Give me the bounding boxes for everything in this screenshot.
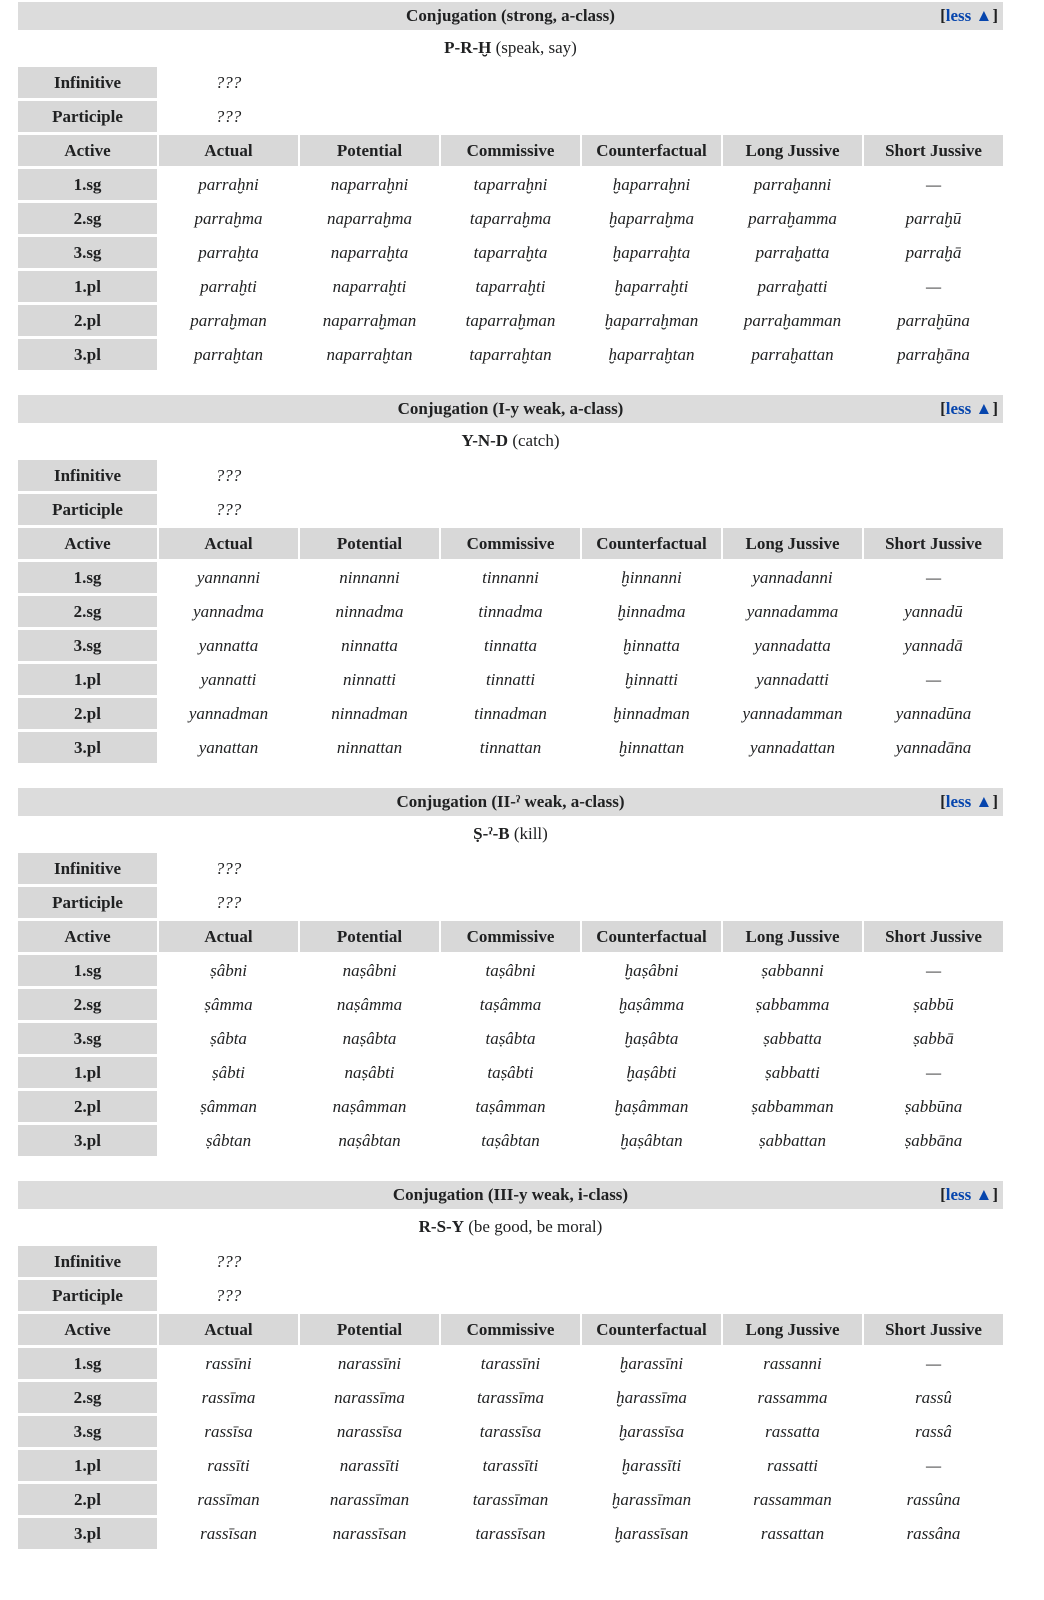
verb-form-cell: parraḫni xyxy=(198,175,259,194)
verb-form-cell: parraḫattan xyxy=(751,345,834,364)
verb-form-cell: yannadattan xyxy=(750,738,835,757)
infinitive-value: ??? xyxy=(215,859,242,878)
mood-header-potential: Potential xyxy=(300,921,439,952)
verb-form-cell: ḫinnatti xyxy=(625,670,678,689)
verb-form-cell: taparraḫta xyxy=(473,243,548,262)
verb-form-cell: ṣâbti xyxy=(211,1063,246,1082)
verb-form-cell: rassīsan xyxy=(200,1524,257,1543)
mood-header-short-jussive: Short Jussive xyxy=(864,135,1003,166)
mood-header-actual: Actual xyxy=(159,1314,298,1345)
verb-form-cell: ninnadman xyxy=(331,704,408,723)
infinitive-label: Infinitive xyxy=(18,67,157,98)
conjugation-title-bar xyxy=(18,788,1003,816)
verb-form-cell: parraḫti xyxy=(200,277,257,296)
verb-form-cell: rassanni xyxy=(763,1354,822,1373)
collapse-toggle: [less ▲] xyxy=(940,6,998,25)
verb-root: Ṣ-ˀ-B xyxy=(473,824,510,843)
verb-form-cell: tinnattan xyxy=(479,738,542,757)
verb-form-cell: ṣabbamman xyxy=(751,1097,834,1116)
verb-form-cell: ṣabbatti xyxy=(765,1063,820,1082)
participle-label: Participle xyxy=(18,494,157,525)
verb-form-cell: — xyxy=(925,1063,942,1082)
verb-form-cell: ṣâbni xyxy=(210,961,247,980)
person-label: 1.sg xyxy=(18,562,157,593)
verb-form-cell: naparraḫta xyxy=(330,243,409,262)
verb-form-cell: ṣabbū xyxy=(913,995,954,1014)
conjugation-title: Conjugation (I-y weak, a-class) xyxy=(397,399,624,418)
participle-value: ??? xyxy=(215,893,242,912)
less-link[interactable]: less ▲ xyxy=(945,792,993,811)
verb-form-cell: yannadāna xyxy=(895,738,972,757)
verb-form-cell: rassatti xyxy=(766,1456,819,1475)
verb-form-cell: — xyxy=(925,277,942,296)
verb-form-cell: rassatta xyxy=(765,1422,820,1441)
verb-form-cell: naṣâbta xyxy=(342,1029,397,1048)
less-link[interactable]: less ▲ xyxy=(945,6,993,25)
collapse-toggle: [less ▲] xyxy=(940,792,998,811)
verb-form-cell: ninnanni xyxy=(339,568,400,587)
participle-label: Participle xyxy=(18,887,157,918)
verb-form-cell: naṣâbtan xyxy=(338,1131,401,1150)
person-label: 3.sg xyxy=(18,630,157,661)
mood-header-potential: Potential xyxy=(300,135,439,166)
person-label: 1.sg xyxy=(18,955,157,986)
verb-form-cell: parraḫamma xyxy=(748,209,837,228)
person-label: 2.sg xyxy=(18,989,157,1020)
verb-form-cell: yannadūna xyxy=(895,704,972,723)
verb-form-cell: ṣabbanni xyxy=(761,961,824,980)
verb-form-cell: rassûna xyxy=(906,1490,961,1509)
verb-form-cell: ḫaparraḫta xyxy=(612,243,691,262)
verb-form-cell: ṣabbūna xyxy=(904,1097,963,1116)
verb-gloss: (speak, say) xyxy=(495,38,577,57)
conjugation-title-bar xyxy=(18,2,1003,30)
verb-form-cell: naṣâmman xyxy=(332,1097,407,1116)
verb-form-cell: tinnatti xyxy=(485,670,536,689)
mood-header-long-jussive: Long Jussive xyxy=(723,135,862,166)
verb-form-cell: ḫaṣâbni xyxy=(624,961,679,980)
participle-value: ??? xyxy=(215,107,242,126)
verb-form-cell: ninnatti xyxy=(343,670,396,689)
verb-form-cell: ḫinnatta xyxy=(623,636,680,655)
verb-form-cell: rassīma xyxy=(201,1388,256,1407)
verb-form-cell: parraḫatti xyxy=(757,277,828,296)
collapse-toggle: [less ▲] xyxy=(940,1185,998,1204)
infinitive-label: Infinitive xyxy=(18,460,157,491)
verb-form-cell: naparraḫtan xyxy=(326,345,413,364)
verb-form-cell: — xyxy=(925,1456,942,1475)
verb-form-cell: parraḫma xyxy=(194,209,263,228)
conjugation-title-bar xyxy=(18,395,1003,423)
verb-form-cell: parraḫta xyxy=(198,243,259,262)
mood-header-commissive: Commissive xyxy=(441,1314,580,1345)
verb-form-cell: parraḫāna xyxy=(897,345,970,364)
verb-form-cell: tarassīni xyxy=(480,1354,541,1373)
verb-form-cell: rassâna xyxy=(906,1524,961,1543)
verb-form-cell: yannadā xyxy=(904,636,963,655)
verb-form-cell: parraḫtan xyxy=(194,345,263,364)
verb-root-line xyxy=(18,1215,1003,1239)
mood-header-counterfactual: Counterfactual xyxy=(582,1314,721,1345)
verb-form-cell: narassīman xyxy=(329,1490,410,1509)
verb-root-line xyxy=(18,36,1003,60)
verb-form-cell: taṣâbta xyxy=(485,1029,536,1048)
verb-form-cell: taṣâbtan xyxy=(481,1131,540,1150)
verb-form-cell: narassīti xyxy=(339,1456,400,1475)
person-label: 1.pl xyxy=(18,1057,157,1088)
verb-form-cell: yannadma xyxy=(193,602,264,621)
verb-form-cell: narassīsa xyxy=(336,1422,403,1441)
verb-form-cell: ḫarassīsan xyxy=(614,1524,689,1543)
verb-form-cell: naṣâmma xyxy=(336,995,403,1014)
person-label: 3.pl xyxy=(18,732,157,763)
verb-form-cell: taparraḫti xyxy=(475,277,546,296)
verb-form-cell: taṣâbti xyxy=(487,1063,534,1082)
verb-form-cell: taparraḫni xyxy=(473,175,548,194)
verb-form-cell: naparraḫma xyxy=(326,209,412,228)
verb-form-cell: tinnadman xyxy=(474,704,547,723)
verb-form-cell: ḫarassīman xyxy=(611,1490,692,1509)
verb-root: Y-N-D xyxy=(461,431,509,450)
verb-form-cell: parraḫatta xyxy=(755,243,830,262)
verb-form-cell: yannadū xyxy=(904,602,963,621)
verb-form-cell: ḫarassīti xyxy=(621,1456,682,1475)
mood-header-commissive: Commissive xyxy=(441,528,580,559)
mood-header-counterfactual: Counterfactual xyxy=(582,528,721,559)
mood-header-long-jussive: Long Jussive xyxy=(723,1314,862,1345)
verb-form-cell: ṣabbattan xyxy=(758,1131,827,1150)
person-label: 1.sg xyxy=(18,169,157,200)
participle-label: Participle xyxy=(18,101,157,132)
verb-form-cell: ṣâmman xyxy=(200,1097,257,1116)
person-label: 2.sg xyxy=(18,596,157,627)
mood-header-actual: Actual xyxy=(159,528,298,559)
less-link[interactable]: less ▲ xyxy=(945,399,993,418)
verb-root: R-S-Y xyxy=(418,1217,464,1236)
mood-header-actual: Actual xyxy=(159,135,298,166)
verb-form-cell: ḫaparraḫman xyxy=(604,311,699,330)
verb-form-cell: tarassīti xyxy=(482,1456,539,1475)
verb-form-cell: tarassīma xyxy=(476,1388,545,1407)
verb-form-cell: taparraḫtan xyxy=(469,345,552,364)
mood-header-actual: Actual xyxy=(159,921,298,952)
verb-form-cell: tinnadma xyxy=(478,602,543,621)
participle-value: ??? xyxy=(215,500,242,519)
collapse-toggle: [less ▲] xyxy=(940,399,998,418)
verb-root-line xyxy=(18,429,1003,453)
verb-form-cell: ḫarassīsa xyxy=(618,1422,685,1441)
verb-form-cell: parraḫamman xyxy=(743,311,842,330)
person-label: 1.pl xyxy=(18,1450,157,1481)
infinitive-value: ??? xyxy=(215,466,242,485)
mood-header-short-jussive: Short Jussive xyxy=(864,1314,1003,1345)
conjugation-title: Conjugation (II-ˀ weak, a-class) xyxy=(396,792,625,811)
verb-form-cell: ḫarassīni xyxy=(619,1354,684,1373)
verb-form-cell: ṣabbā xyxy=(913,1029,954,1048)
verb-form-cell: parraḫū xyxy=(905,209,962,228)
conjugation-title-bar xyxy=(18,1181,1003,1209)
verb-form-cell: parraḫanni xyxy=(753,175,832,194)
mood-header-long-jussive: Long Jussive xyxy=(723,528,862,559)
person-label: 3.sg xyxy=(18,1416,157,1447)
verb-form-cell: taparraḫman xyxy=(465,311,556,330)
verb-form-cell: ḫaparraḫtan xyxy=(608,345,695,364)
verb-form-cell: yannadatti xyxy=(756,670,829,689)
verb-root-line xyxy=(18,822,1003,846)
person-label: 2.pl xyxy=(18,1484,157,1515)
verb-form-cell: ṣabbamma xyxy=(755,995,830,1014)
participle-value: ??? xyxy=(215,1286,242,1305)
verb-form-cell: yannadman xyxy=(188,704,269,723)
verb-form-cell: tarassīman xyxy=(472,1490,549,1509)
less-link[interactable]: less ▲ xyxy=(945,1185,993,1204)
verb-form-cell: rassâ xyxy=(915,1422,952,1441)
verb-form-cell: ḫaṣâbta xyxy=(624,1029,679,1048)
verb-form-cell: yannadanni xyxy=(752,568,833,587)
verb-form-cell: rassīsa xyxy=(204,1422,253,1441)
verb-form-cell: ḫaparraḫma xyxy=(608,209,694,228)
person-label: 2.pl xyxy=(18,1091,157,1122)
verb-form-cell: narassīsan xyxy=(332,1524,407,1543)
verb-form-cell: naparraḫman xyxy=(322,311,417,330)
person-label: 1.pl xyxy=(18,271,157,302)
verb-form-cell: naṣâbti xyxy=(344,1063,395,1082)
verb-gloss: (catch) xyxy=(512,431,560,450)
verb-form-cell: ḫaṣâbtan xyxy=(620,1131,683,1150)
verb-form-cell: ninnadma xyxy=(335,602,404,621)
verb-form-cell: rassīti xyxy=(207,1456,250,1475)
active-header: Active xyxy=(18,135,157,166)
verb-form-cell: ḫinnanni xyxy=(621,568,682,587)
verb-form-cell: ḫaparraḫni xyxy=(612,175,691,194)
conjugation-title: Conjugation (strong, a-class) xyxy=(406,6,615,25)
verb-form-cell: rassamman xyxy=(753,1490,832,1509)
verb-gloss: (kill) xyxy=(513,824,548,843)
person-label: 2.sg xyxy=(18,203,157,234)
verb-form-cell: ḫaparraḫti xyxy=(614,277,689,296)
mood-header-commissive: Commissive xyxy=(441,921,580,952)
verb-form-cell: parraḫā xyxy=(905,243,962,262)
verb-form-cell: ṣabbāna xyxy=(904,1131,963,1150)
verb-root: P-R-Ḫ xyxy=(444,38,492,57)
verb-form-cell: yannadatta xyxy=(754,636,831,655)
verb-form-cell: tinnanni xyxy=(482,568,539,587)
person-label: 3.sg xyxy=(18,1023,157,1054)
mood-header-short-jussive: Short Jussive xyxy=(864,528,1003,559)
person-label: 1.pl xyxy=(18,664,157,695)
verb-form-cell: — xyxy=(925,1354,942,1373)
verb-form-cell: taṣâmma xyxy=(479,995,542,1014)
verb-form-cell: tarassīsan xyxy=(475,1524,546,1543)
verb-form-cell: ṣâmma xyxy=(204,995,253,1014)
mood-header-commissive: Commissive xyxy=(441,135,580,166)
verb-form-cell: parraḫman xyxy=(190,311,267,330)
verb-form-cell: ḫaṣâmma xyxy=(618,995,685,1014)
person-label: 2.pl xyxy=(18,698,157,729)
infinitive-value: ??? xyxy=(215,1252,242,1271)
verb-form-cell: ṣabbatta xyxy=(763,1029,822,1048)
person-label: 3.pl xyxy=(18,1125,157,1156)
verb-form-cell: rassīman xyxy=(197,1490,260,1509)
mood-header-counterfactual: Counterfactual xyxy=(582,921,721,952)
infinitive-value: ??? xyxy=(215,73,242,92)
verb-form-cell: ninnattan xyxy=(336,738,403,757)
active-header: Active xyxy=(18,528,157,559)
verb-form-cell: ḫinnadman xyxy=(613,704,690,723)
verb-form-cell: rassattan xyxy=(760,1524,825,1543)
verb-form-cell: — xyxy=(925,568,942,587)
verb-form-cell: yannatta xyxy=(198,636,259,655)
verb-form-cell: tinnatta xyxy=(484,636,537,655)
person-label: 3.sg xyxy=(18,237,157,268)
verb-form-cell: narassīma xyxy=(334,1388,405,1407)
verb-form-cell: ṣâbtan xyxy=(205,1131,252,1150)
verb-form-cell: ḫinnadma xyxy=(617,602,686,621)
verb-form-cell: — xyxy=(925,670,942,689)
active-header: Active xyxy=(18,1314,157,1345)
verb-form-cell: tarassīsa xyxy=(479,1422,542,1441)
verb-form-cell: — xyxy=(925,175,942,194)
active-header: Active xyxy=(18,921,157,952)
verb-form-cell: taparraḫma xyxy=(469,209,552,228)
mood-header-long-jussive: Long Jussive xyxy=(723,921,862,952)
verb-form-cell: narassīni xyxy=(337,1354,402,1373)
verb-form-cell: rassamma xyxy=(757,1388,828,1407)
mood-header-potential: Potential xyxy=(300,1314,439,1345)
verb-gloss: (be good, be moral) xyxy=(468,1217,603,1236)
verb-form-cell: ḫaṣâmman xyxy=(614,1097,689,1116)
verb-form-cell: parraḫūna xyxy=(897,311,970,330)
verb-form-cell: yannatti xyxy=(200,670,257,689)
verb-form-cell: naparraḫni xyxy=(330,175,409,194)
verb-form-cell: yannadamman xyxy=(742,704,843,723)
verb-form-cell: ṣâbta xyxy=(210,1029,247,1048)
person-label: 3.pl xyxy=(18,339,157,370)
infinitive-label: Infinitive xyxy=(18,853,157,884)
person-label: 2.sg xyxy=(18,1382,157,1413)
verb-form-cell: taṣâbni xyxy=(485,961,536,980)
verb-form-cell: rassīni xyxy=(205,1354,252,1373)
verb-form-cell: taṣâmman xyxy=(475,1097,546,1116)
verb-form-cell: naparraḫti xyxy=(332,277,407,296)
conjugation-title: Conjugation (III-y weak, i-class) xyxy=(392,1185,629,1204)
participle-label: Participle xyxy=(18,1280,157,1311)
infinitive-label: Infinitive xyxy=(18,1246,157,1277)
person-label: 1.sg xyxy=(18,1348,157,1379)
verb-form-cell: — xyxy=(925,961,942,980)
verb-form-cell: ḫaṣâbti xyxy=(626,1063,677,1082)
verb-form-cell: yannanni xyxy=(196,568,261,587)
verb-form-cell: ḫinnattan xyxy=(618,738,685,757)
verb-form-cell: ninnatta xyxy=(341,636,398,655)
verb-form-cell: rassû xyxy=(915,1388,952,1407)
mood-header-potential: Potential xyxy=(300,528,439,559)
verb-form-cell: yannadamma xyxy=(746,602,839,621)
verb-form-cell: ḫarassīma xyxy=(616,1388,687,1407)
mood-header-short-jussive: Short Jussive xyxy=(864,921,1003,952)
verb-form-cell: yanattan xyxy=(198,738,259,757)
verb-form-cell: naṣâbni xyxy=(342,961,397,980)
person-label: 3.pl xyxy=(18,1518,157,1549)
mood-header-counterfactual: Counterfactual xyxy=(582,135,721,166)
person-label: 2.pl xyxy=(18,305,157,336)
